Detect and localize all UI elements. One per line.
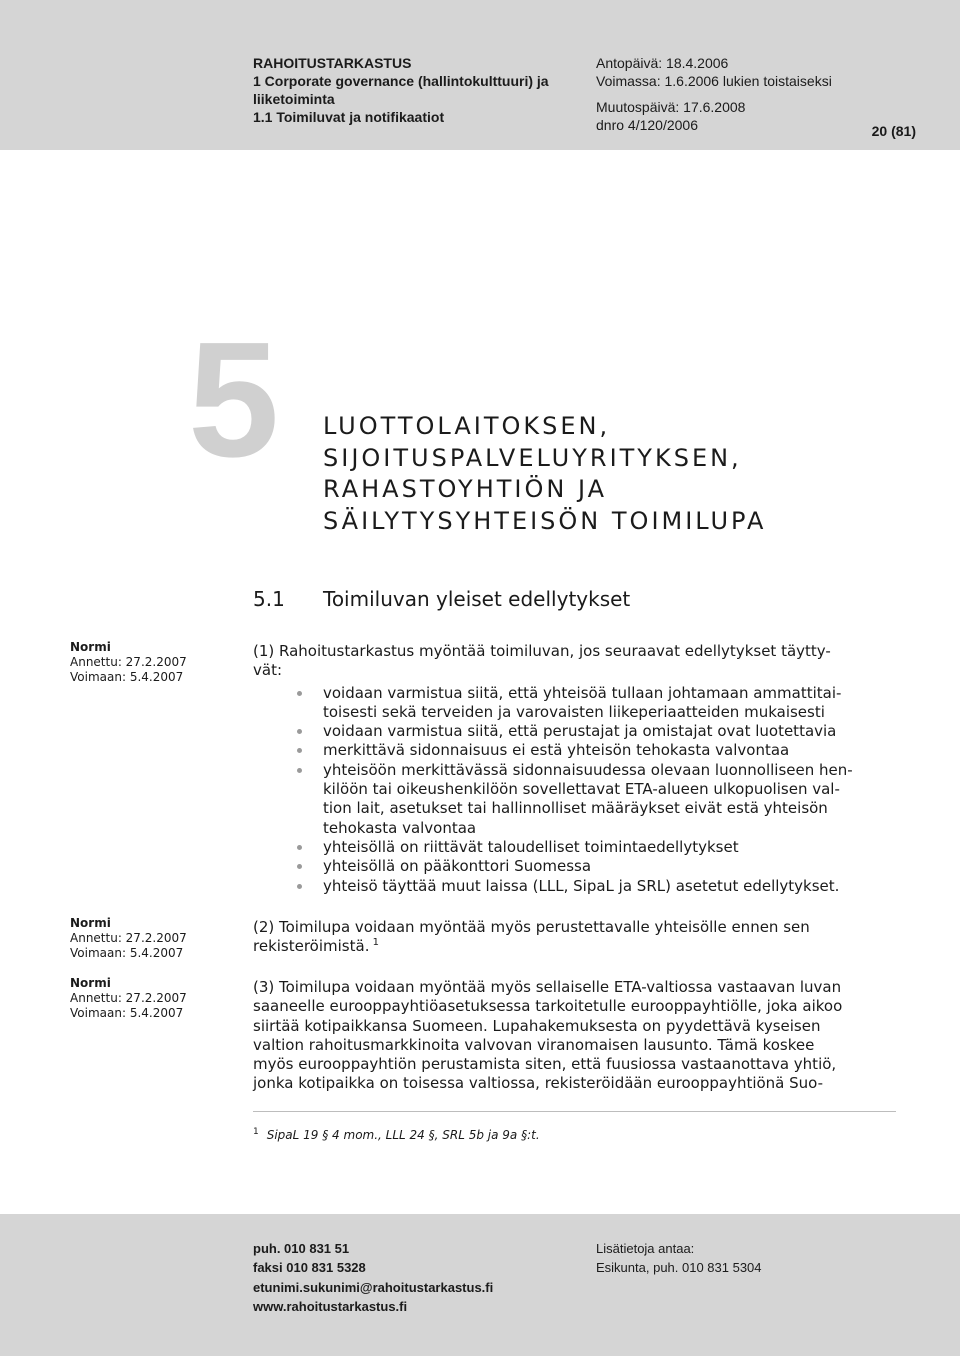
- chapter-title: [323, 411, 923, 537]
- paragraph-2: [253, 918, 898, 957]
- list-item-line: tion lait, asetukset tai hallinnolliset määräykset eivät estä yhteisön: [323, 799, 828, 818]
- footnote-divider: [253, 1111, 896, 1112]
- footer-website[interactable]: www.rahoitustarkastus.fi: [253, 1298, 408, 1314]
- chapter-number: 5: [188, 308, 280, 491]
- chapter-title-line: RAHASTOYHTIÖN JA: [323, 475, 608, 503]
- list-item: [253, 722, 898, 741]
- bullet-icon: [297, 748, 302, 753]
- list-item: [253, 838, 898, 857]
- margin-note: [70, 916, 187, 961]
- bullet-icon: [297, 864, 302, 869]
- paragraph-line: vät:: [253, 661, 283, 680]
- section-heading: [253, 587, 630, 611]
- paragraph-line: valtion rahoitusmarkkinoita valvovan viranomaisen lausunto. Tämä koskee: [253, 1035, 815, 1054]
- paragraph-line: saaneelle eurooppayhtiöasetuksessa tarkoitetulle eurooppayhtiölle, joka aikoo: [253, 997, 843, 1016]
- footer-info-label: Lisätietoja antaa:: [596, 1241, 695, 1256]
- dnro: dnro 4/120/2006: [596, 117, 698, 133]
- margin-note-issued: Annettu: 27.2.2007: [70, 991, 187, 1005]
- section-line-2: liiketoiminta: [253, 91, 335, 107]
- modified-date: Muutospäivä: 17.6.2008: [596, 99, 746, 115]
- paragraph-line: siirtää kotipaikkansa Suomeen. Lupahakemuksesta on pyydettävä kyseisen: [253, 1016, 821, 1035]
- section-title: Toimiluvan yleiset edellytykset: [323, 587, 631, 611]
- list-item: [253, 684, 898, 723]
- list-item-line: voidaan varmistua siitä, että yhteisöä tullaan johtamaan ammattitai-: [323, 683, 842, 702]
- margin-note-in-force: Voimaan: 5.4.2007: [70, 670, 184, 684]
- list-item-line: voidaan varmistua siitä, että perustajat ja omistajat ovat luotettavia: [323, 722, 837, 741]
- paragraph-line: (2) Toimilupa voidaan myöntää myös perustettavalle yhteisölle ennen sen: [253, 918, 810, 936]
- margin-note-issued: Annettu: 27.2.2007: [70, 931, 187, 945]
- chapter-title-line: LUOTTOLAITOKSEN,: [323, 412, 611, 440]
- list-item-line: yhteisöllä on riittävät taloudelliset toimintaedellytykset: [323, 837, 739, 856]
- subsection: 1.1 Toimiluvat ja notifikaatiot: [253, 109, 445, 125]
- paragraph-line: (3) Toimilupa voidaan myöntää myös sellaiselle ETA-valtiossa vastaavan luvan: [253, 978, 842, 996]
- paragraph-text: rekisteröimistä.: [253, 937, 370, 956]
- paragraph-line: jonka kotipaikka on toisessa valtiossa, rekisteröidään eurooppayhtiönä Suo-: [253, 1074, 824, 1093]
- list-item-line: toisesti sekä terveiden ja varovaisten liikeperiaatteiden mukaisesti: [323, 702, 825, 721]
- bullet-icon: [297, 691, 302, 696]
- paragraph-line: [253, 937, 898, 956]
- footer-info: [596, 1239, 762, 1278]
- list-item: [253, 877, 898, 896]
- issued-date: Antopäivä: 18.4.2006: [596, 55, 729, 71]
- bullet-icon: [297, 884, 302, 889]
- margin-note-type: Normi: [70, 976, 111, 990]
- list-item-line: yhteisöllä on pääkonttori Suomessa: [323, 857, 592, 876]
- header-left: [253, 54, 583, 126]
- list-item: [253, 857, 898, 876]
- margin-note: [70, 640, 187, 685]
- footnote-text: SipaL 19 § 4 mom., LLL 24 §, SRL 5b ja 9a §:t.: [266, 1128, 540, 1142]
- footer-contact: [253, 1239, 493, 1316]
- margin-note-type: Normi: [70, 640, 111, 654]
- list-item-line: yhteisö täyttää muut laissa (LLL, SipaL ja SRL) asetetut edellytykset.: [323, 876, 840, 895]
- footnote-ref-number: 1: [372, 937, 380, 949]
- paragraph-line: myös eurooppayhtiön perustamista siten, että fuusiossa vastaanottava yhtiö,: [253, 1055, 837, 1074]
- footer-phone: puh. 010 831 51: [253, 1241, 350, 1256]
- bullet-icon: [297, 729, 302, 734]
- list-item-line: merkittävä sidonnaisuus ei estä yhteisön tehokasta valvontaa: [323, 741, 790, 760]
- margin-note-in-force: Voimaan: 5.4.2007: [70, 946, 184, 960]
- margin-note-type: Normi: [70, 916, 111, 930]
- section-number: 5.1: [253, 587, 285, 611]
- footnote-reference[interactable]: [369, 937, 379, 948]
- footer-fax: faksi 010 831 5328: [253, 1260, 366, 1276]
- list-item: [253, 741, 898, 760]
- section-line-1: 1 Corporate governance (hallintokulttuuri) ja: [253, 73, 549, 89]
- conditions-list: [253, 684, 898, 896]
- page-header: [0, 0, 960, 150]
- chapter-title-line: SÄILYTYSYHTEISÖN TOIMILUPA: [323, 506, 767, 535]
- page-number: 20 (81): [871, 123, 916, 139]
- bullet-icon: [297, 845, 302, 850]
- chapter-title-line: SIJOITUSPALVELUYRITYKSEN,: [323, 443, 742, 472]
- paragraph-line: (1) Rahoitustarkastus myöntää toimiluvan, jos seuraavat edellytykset täytty-: [253, 642, 831, 660]
- footer-info-contact: Esikunta, puh. 010 831 5304: [596, 1260, 762, 1276]
- header-right: [596, 54, 896, 134]
- paragraph-3: [253, 978, 898, 1094]
- paragraph-1: [253, 642, 898, 896]
- margin-note-in-force: Voimaan: 5.4.2007: [70, 1006, 184, 1020]
- org-name: RAHOITUSTARKASTUS: [253, 55, 412, 71]
- page-footer: [0, 1214, 960, 1356]
- list-item-line: tehokasta valvontaa: [323, 818, 477, 837]
- footnote-number: 1: [253, 1127, 259, 1137]
- footnote: [253, 1124, 540, 1143]
- margin-note-issued: Annettu: 27.2.2007: [70, 655, 187, 669]
- list-item-line: kilöön tai oikeushenkilöön sovellettavat ETA-alueen ulkopuolisen val-: [323, 780, 840, 799]
- in-force-date: Voimassa: 1.6.2006 lukien toistaiseksi: [596, 73, 832, 89]
- bullet-icon: [297, 768, 302, 773]
- margin-note: [70, 976, 187, 1021]
- list-item-line: yhteisöön merkittävässä sidonnaisuudessa olevaan luonnolliseen hen-: [323, 760, 853, 779]
- footer-email[interactable]: etunimi.sukunimi@rahoitustarkastus.fi: [253, 1279, 494, 1295]
- list-item: [253, 761, 898, 838]
